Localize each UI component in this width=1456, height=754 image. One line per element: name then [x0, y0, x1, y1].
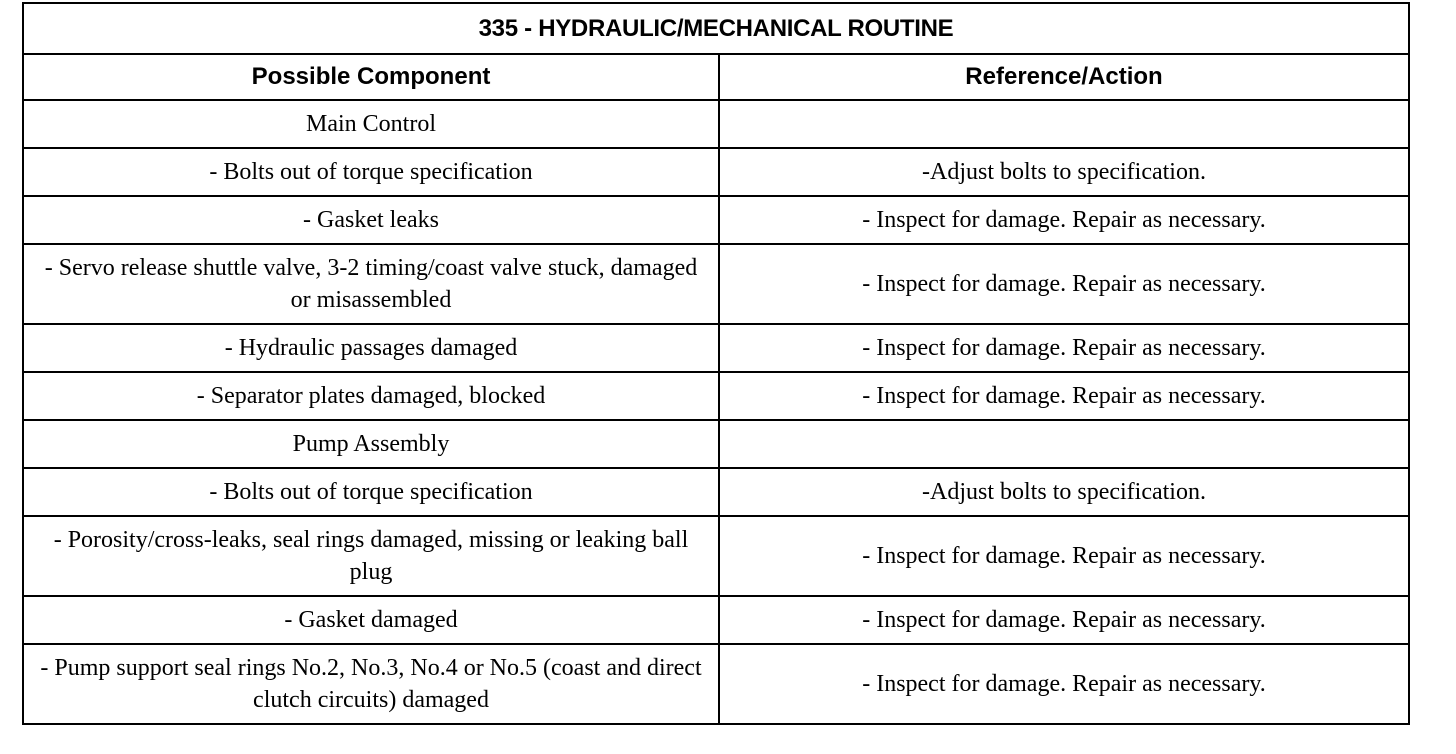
header-reference-action: Reference/Action [719, 54, 1408, 100]
component-cell: - Porosity/cross-leaks, seal rings damaged, missing or leaking ball plug [24, 516, 719, 596]
component-cell: - Gasket leaks [24, 196, 719, 244]
table-row [24, 196, 1408, 244]
table-row [24, 644, 1408, 723]
component-cell: - Servo release shuttle valve, 3-2 timing/coast valve stuck, damaged or misassembled [24, 244, 719, 324]
action-cell: - Inspect for damage. Repair as necessary. [719, 372, 1408, 420]
component-cell: - Bolts out of torque specification [24, 468, 719, 516]
action-cell: - Inspect for damage. Repair as necessary. [719, 596, 1408, 644]
table-row [24, 596, 1408, 644]
table-row [24, 372, 1408, 420]
table-row [24, 244, 1408, 324]
column-header-row [24, 54, 1408, 100]
title-row [24, 4, 1408, 54]
action-cell: -Adjust bolts to specification. [719, 468, 1408, 516]
component-cell: Main Control [24, 100, 719, 148]
action-cell: - Inspect for damage. Repair as necessary. [719, 644, 1408, 723]
table-row [24, 100, 1408, 148]
component-cell: - Separator plates damaged, blocked [24, 372, 719, 420]
action-cell: - Inspect for damage. Repair as necessary. [719, 196, 1408, 244]
table-row [24, 420, 1408, 468]
action-cell: - Inspect for damage. Repair as necessary. [719, 324, 1408, 372]
table-row [24, 324, 1408, 372]
component-cell: - Gasket damaged [24, 596, 719, 644]
table-row [24, 148, 1408, 196]
diagnostic-routine-table [24, 4, 1408, 723]
action-cell: - Inspect for damage. Repair as necessary. [719, 244, 1408, 324]
action-cell: - Inspect for damage. Repair as necessary. [719, 516, 1408, 596]
component-cell: - Hydraulic passages damaged [24, 324, 719, 372]
component-cell: - Bolts out of torque specification [24, 148, 719, 196]
table-row [24, 516, 1408, 596]
diagnostic-table-container [22, 2, 1410, 725]
component-cell: Pump Assembly [24, 420, 719, 468]
table-title: 335 - HYDRAULIC/MECHANICAL ROUTINE [24, 4, 1408, 54]
action-cell: -Adjust bolts to specification. [719, 148, 1408, 196]
component-cell: - Pump support seal rings No.2, No.3, No.4 or No.5 (coast and direct clutch circuits) damaged [24, 644, 719, 723]
action-cell [719, 100, 1408, 148]
table-row [24, 468, 1408, 516]
action-cell [719, 420, 1408, 468]
header-possible-component: Possible Component [24, 54, 719, 100]
